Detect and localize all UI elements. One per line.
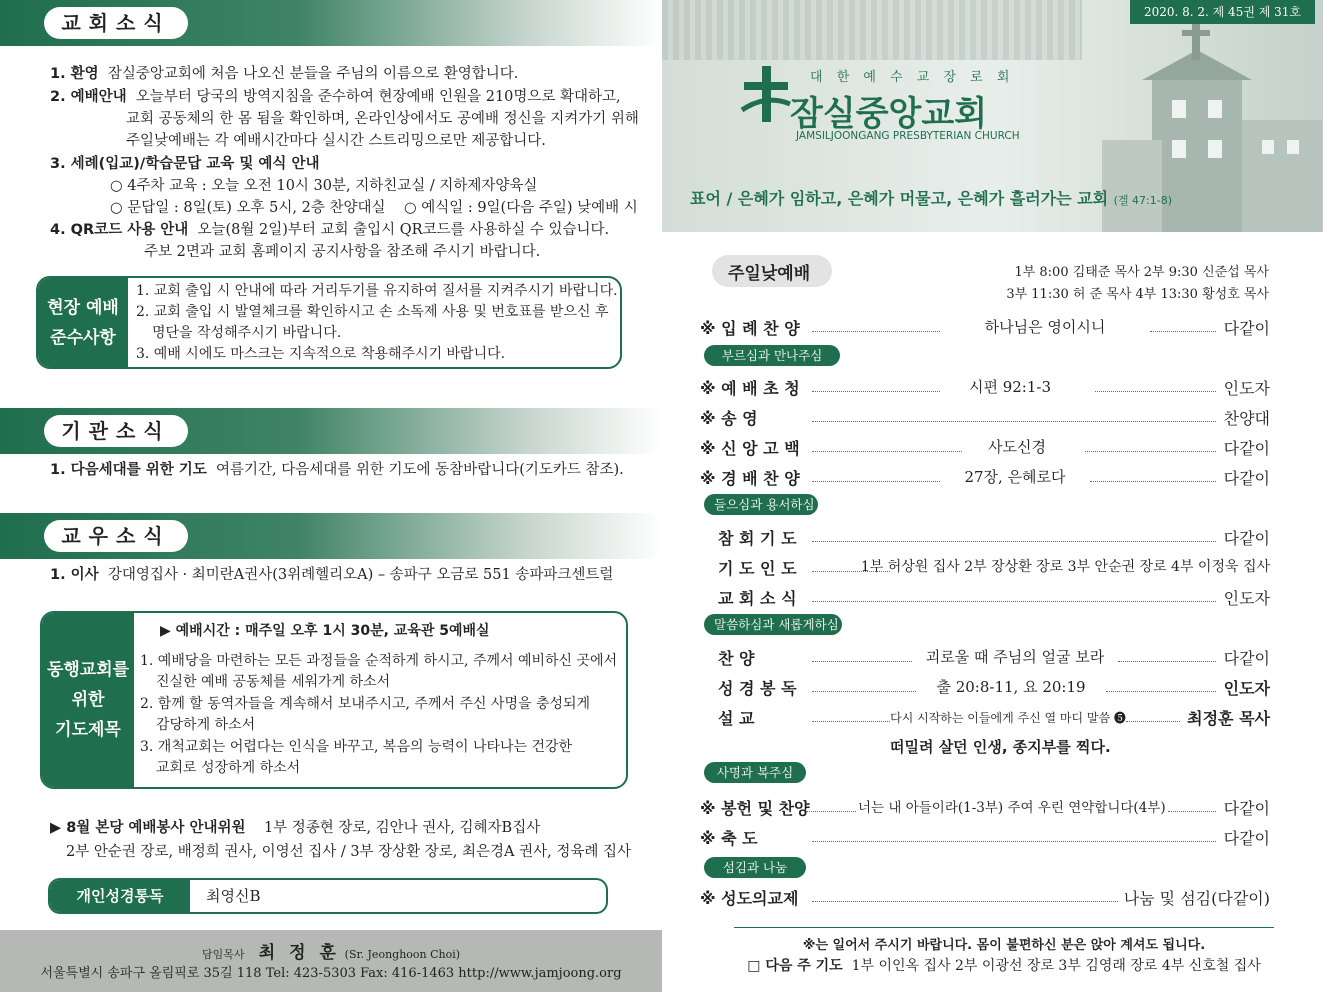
order-leader: 다같이 xyxy=(1223,829,1270,848)
church-logo-icon xyxy=(740,64,792,124)
dot-leader xyxy=(812,331,940,332)
dot-leader xyxy=(812,391,940,392)
order-row-scripture xyxy=(718,676,1270,702)
order-label: 참 회 기 도 xyxy=(718,529,797,548)
dot-leader xyxy=(1095,391,1216,392)
order-row-hymn xyxy=(700,466,1270,492)
order-content: 27장, 은혜로다 xyxy=(964,468,1066,486)
rules-line: 명단을 작성해주시기 바랍니다. xyxy=(152,325,342,341)
order-content: 시편 92:1-3 xyxy=(968,378,1052,396)
issue-badge: 2020. 8. 2. 제 45권 제 31호 xyxy=(1130,0,1315,24)
ushers-line-1 xyxy=(50,816,540,837)
order-row-prayer xyxy=(718,556,1270,582)
org-news-header: 기관소식 xyxy=(44,415,188,447)
ushers-title: ▶ 8월 본당 예배봉사 안내위원 xyxy=(50,820,246,836)
news-item-worship xyxy=(50,85,621,106)
dot-leader xyxy=(812,901,1118,902)
prayer-line: 진실한 예배 공동체를 세워가게 하소서 xyxy=(156,674,391,690)
order-content: 사도신경 xyxy=(988,438,1046,456)
dot-leader xyxy=(812,601,1216,602)
church-news-header-bar xyxy=(0,0,662,46)
standing-note: ※는 일어서 주시기 바랍니다. 몸이 불편하신 분은 앉아 계셔도 됩니다. xyxy=(802,938,1206,953)
denomination: 대 한 예 수 교 장 로 회 xyxy=(810,70,1015,85)
prayer-line: 감당하게 하소서 xyxy=(156,717,256,733)
footer xyxy=(0,930,662,992)
preacher: 최정훈 목사 xyxy=(1187,709,1270,728)
dot-leader xyxy=(812,541,1216,542)
church-address: 서울특별시 송파구 올림픽로 35길 118 Tel: 423-5303 Fax: 416-1463 http://www.jamjoong.org xyxy=(40,966,622,981)
order-leader: 인도자 xyxy=(1223,379,1270,398)
prayer-label-line: 동행교회를 xyxy=(46,660,130,680)
rules-line: 2. 교회 출입 시 발열체크를 확인하시고 손 소독제 사용 및 번호표를 받으신 후 xyxy=(136,304,609,320)
prayer-time: ▶ 예배시간 : 매주일 오후 1시 30분, 교육관 5예배실 xyxy=(160,623,490,639)
dot-leader xyxy=(812,451,962,452)
member-news-header: 교우소식 xyxy=(44,520,188,552)
prayer-line: 1. 예배당을 마련하는 모든 과정들을 순적하게 하시고, 주께서 예비하신 곳에서 xyxy=(140,653,618,669)
pastor-name: 최 정 훈 xyxy=(258,943,340,963)
congregation-image xyxy=(662,0,1082,60)
org-news-text: 여름기간, 다음세대를 위한 기도에 동참바랍니다(기도카드 참조). xyxy=(216,462,624,478)
order-row-praise xyxy=(700,406,1270,432)
news-item-text: ○ 4주차 교육 : 오늘 오전 10시 30분, 지하친교실 / 지하제자양육실 xyxy=(110,178,538,194)
order-label: 기 도 인 도 xyxy=(718,559,797,578)
order-row-benediction xyxy=(700,826,1270,852)
prayer-box-label xyxy=(42,613,134,787)
church-name-en: JAMSILJOONGANG PRESBYTERIAN CHURCH xyxy=(796,130,1020,142)
news-item-title: 3. 세례(입교)/학습문답 교육 및 예식 안내 xyxy=(50,156,320,172)
dot-leader xyxy=(1085,451,1216,452)
order-label: 찬 양 xyxy=(718,649,755,668)
service-times-2: 3부 11:30 허 준 목사 4부 13:30 황성호 목사 xyxy=(1006,287,1269,302)
prayer-box xyxy=(40,611,628,789)
news-item-text: 주보 2면과 교회 홈페이지 공지사항을 참조해 주시기 바랍니다. xyxy=(144,244,541,260)
section-tag: 말씀하심과 새롭게하심 xyxy=(704,614,842,635)
rules-line: 1. 교회 출입 시 안내에 따라 거리두기를 유지하여 질서를 지켜주시기 바랍니다. xyxy=(136,283,618,299)
order-content: 괴로울 때 주님의 얼굴 보라 xyxy=(925,648,1105,666)
dot-leader xyxy=(1168,811,1216,812)
prayer-line: 교회로 성장하게 하소서 xyxy=(156,760,301,776)
order-content: 하나님은 영이시니 xyxy=(984,318,1106,336)
order-label: ※ 축 도 xyxy=(700,829,758,848)
bible-reading-name: 최영신B xyxy=(206,887,261,905)
order-row-creed xyxy=(700,436,1270,462)
news-item-title: 1. 환영 xyxy=(50,66,99,82)
rules-box-label xyxy=(38,278,128,367)
news-item-title: 2. 예배안내 xyxy=(50,89,127,105)
dot-leader xyxy=(806,811,856,812)
org-news-item xyxy=(50,458,624,479)
church-name: 잠실중앙교회 xyxy=(790,94,988,134)
ushers-text: 1부 정종현 장로, 김안나 권사, 김혜자B집사 xyxy=(263,820,541,836)
news-item-title: 4. QR코드 사용 안내 xyxy=(50,222,189,238)
dot-leader xyxy=(1150,331,1216,332)
order-leader: 다같이 xyxy=(1223,649,1270,668)
member-news-title: 1. 이사 xyxy=(50,567,99,583)
section-tag: 부르심과 만나주심 xyxy=(704,345,840,366)
order-leader: 인도자 xyxy=(1223,589,1270,608)
org-news-header-bar xyxy=(0,408,662,454)
order-label: ※ 성도의교제 xyxy=(700,889,799,908)
dot-leader xyxy=(1090,481,1216,482)
bible-reading-box xyxy=(48,878,608,914)
rules-box xyxy=(36,276,622,369)
dot-leader xyxy=(812,691,916,692)
order-leader: 다같이 xyxy=(1223,799,1270,818)
pastor-label: 담임목사 xyxy=(201,948,245,961)
order-label: ※ 입 례 찬 양 xyxy=(700,319,800,338)
prayer-label-line: 위한 xyxy=(71,690,105,710)
news-item-text xyxy=(110,196,638,217)
divider xyxy=(734,927,1274,928)
pastor-name-en: (Sr. Jeonghoon Choi) xyxy=(344,948,461,961)
news-item-text: 잠실중앙교회에 처음 나오신 분들을 주님의 이름으로 환영합니다. xyxy=(107,66,519,82)
ushers-text: 2부 안순권 장로, 배정희 권사, 이영선 집사 / 3부 장상환 장로, 최은경A 권사, 정육례 집사 xyxy=(66,844,631,860)
exam-date: ○ 문답일 : 8일(토) 오후 5시, 2층 찬양대실 xyxy=(110,200,386,216)
motto xyxy=(690,186,1172,209)
order-content: 1부 허상원 집사 2부 장상환 장로 3부 안순권 장로 4부 이정욱 집사 xyxy=(860,559,1270,575)
prayer-line: 3. 개척교회는 어렵다는 인식을 바꾸고, 복음의 능력이 나타나는 건강한 xyxy=(140,739,573,755)
dot-leader xyxy=(812,721,890,722)
order-label: 성 경 봉 독 xyxy=(718,679,797,698)
pastor-line xyxy=(0,938,662,963)
rules-label-line: 현장 예배 xyxy=(47,297,119,318)
order-label: 설 교 xyxy=(718,709,755,728)
prayer-line: 2. 함께 할 동역자들을 계속해서 보내주시고, 주께서 주신 사명을 충성되게 xyxy=(140,696,591,712)
masthead xyxy=(662,0,1323,232)
order-label: ※ 봉헌 및 찬양 xyxy=(700,799,810,818)
dot-leader xyxy=(812,421,1216,422)
rules-label-line: 준수사항 xyxy=(50,327,116,348)
prayer-label-line: 기도제목 xyxy=(55,720,121,740)
motto-reference: (겔 47:1-8) xyxy=(1113,194,1173,207)
order-leader: 다같이 xyxy=(1223,529,1270,548)
order-leader: 나눔 및 섬김(다같이) xyxy=(1123,889,1270,908)
church-news-header: 교회소식 xyxy=(44,7,188,39)
order-leader: 찬양대 xyxy=(1223,409,1270,428)
service-times-1: 1부 8:00 김태준 목사 2부 9:30 신준섭 목사 xyxy=(1014,265,1269,280)
order-leader: 인도자 xyxy=(1223,679,1270,698)
order-row-fellowship xyxy=(700,886,1270,912)
news-item-text: 교회 공동체의 한 몸 됨을 확인하며, 온라인상에서도 공예배 정신을 지켜가기 위해 xyxy=(126,111,639,127)
news-item-qr xyxy=(50,218,609,239)
section-tag: 사명과 복주심 xyxy=(704,762,806,783)
rules-line: 3. 예배 시에도 마스크는 지속적으로 착용해주시기 바랍니다. xyxy=(136,346,506,362)
sermon-series: 다시 시작하는 이들에게 주신 열 마디 말씀 ❺ xyxy=(890,711,1126,725)
next-week-names: 1부 이인옥 집사 2부 이광선 장로 3부 김영래 장로 4부 신호철 집사 xyxy=(851,958,1261,974)
order-content: 출 20:8-11, 요 20:19 xyxy=(936,678,1086,696)
order-row-sermon xyxy=(718,706,1270,732)
news-item-text: 오늘부터 당국의 방역지침을 준수하여 현장예배 인원을 210명으로 확대하고, xyxy=(135,89,621,105)
order-row-choir xyxy=(718,646,1270,672)
member-news-header-bar xyxy=(0,513,662,559)
sermon-title: 떠밀려 살던 인생, 종지부를 찍다. xyxy=(890,738,1111,756)
dot-leader xyxy=(1106,691,1216,692)
section-tag: 섬김과 나눔 xyxy=(704,857,806,878)
dot-leader xyxy=(812,481,940,482)
order-row-announce xyxy=(718,586,1270,612)
order-leader: 다같이 xyxy=(1223,469,1270,488)
next-week-prayer xyxy=(734,955,1274,975)
order-row-offering xyxy=(700,796,1270,822)
motto-text: 표어 / 은혜가 임하고, 은혜가 머물고, 은혜가 흘러가는 교회 xyxy=(690,189,1109,208)
bible-reading-label: 개인성경통독 xyxy=(50,880,190,912)
order-content: 너는 내 아들이라(1-3부) 주여 우린 연약합니다(4부) xyxy=(858,800,1166,816)
news-item-welcome xyxy=(50,62,518,83)
member-news-item xyxy=(50,563,613,584)
order-leader: 다같이 xyxy=(1223,319,1270,338)
dot-leader xyxy=(812,661,912,662)
order-label: ※ 경 배 찬 양 xyxy=(700,469,800,488)
order-label: ※ 예 배 초 청 xyxy=(700,379,800,398)
order-row-confession xyxy=(718,526,1270,552)
order-leader: 다같이 xyxy=(1223,439,1270,458)
worship-title: 주일낮예배 xyxy=(728,264,811,284)
dot-leader xyxy=(1126,721,1180,722)
org-news-title: 1. 다음세대를 위한 기도 xyxy=(50,462,207,478)
member-news-text: 강대영집사 · 최미란A권사(3위례헬리오A) – 송파구 오금로 551 송파파크센트럴 xyxy=(107,567,614,583)
order-label: 교 회 소 식 xyxy=(718,589,797,608)
next-week-label: □ 다음 주 기도 xyxy=(747,958,843,974)
ceremony-date: ○ 예식일 : 9일(다음 주일) 낮예배 시 xyxy=(403,200,638,216)
news-item-text: 오늘(8월 2일)부터 교회 출입시 QR코드를 사용하실 수 있습니다. xyxy=(197,222,610,238)
order-row-prelude xyxy=(700,316,1270,342)
news-item-text: 주일낮예배는 각 예배시간마다 실시간 스트리밍으로만 제공합니다. xyxy=(126,133,546,149)
dot-leader xyxy=(1118,661,1216,662)
order-row-invocation xyxy=(700,376,1270,402)
order-label: ※ 송 영 xyxy=(700,409,758,428)
news-item-baptism xyxy=(50,152,320,173)
dot-leader xyxy=(812,841,1216,842)
order-label: ※ 신 앙 고 백 xyxy=(700,439,800,458)
section-tag: 들으심과 용서하심 xyxy=(704,494,818,515)
